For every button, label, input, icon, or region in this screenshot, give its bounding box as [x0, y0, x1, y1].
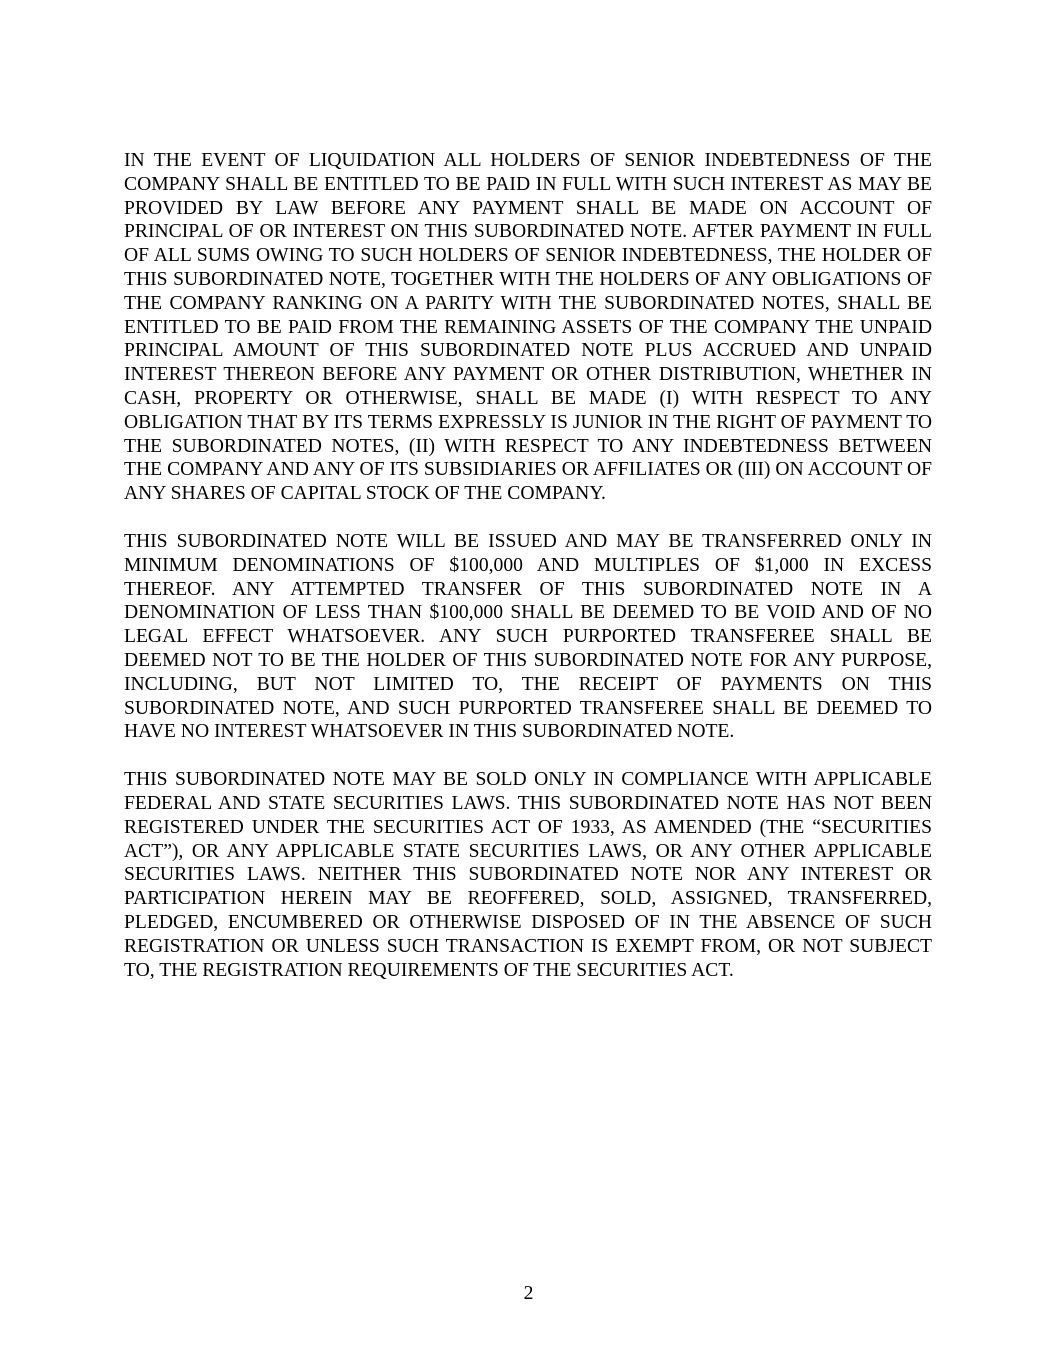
- paragraph-transfer-denominations: THIS SUBORDINATED NOTE WILL BE ISSUED AND MAY BE TRANSFERRED ONLY IN MINIMUM DENOMINATIONS OF $100,000 AND MULTIPLES OF $1,000 IN EXCESS THEREOF. ANY ATTEMPTED TRANSFER OF THIS SUBORDINATED NOTE IN A DENOMINATION OF LESS THAN $100,000 SHALL BE DEEMED TO BE VOID AND OF NO LEGAL EFFECT WHATSOEVER. ANY SUCH PURPORTED TRANSFEREE SHALL BE DEEMED NOT TO BE THE HOLDER OF THIS SUBORDINATED NOTE FOR ANY PURPOSE, INCLUDING, BUT NOT LIMITED TO, THE RECEIPT OF PAYMENTS ON THIS SUBORDINATED NOTE, AND SUCH PURPORTED TRANSFEREE SHALL BE DEEMED TO HAVE NO INTEREST WHATSOEVER IN THIS SUBORDINATED NOTE.: [124, 530, 932, 743]
- page-number: 2: [523, 1283, 534, 1304]
- paragraph-securities-law-restrictions: THIS SUBORDINATED NOTE MAY BE SOLD ONLY IN COMPLIANCE WITH APPLICABLE FEDERAL AND STATE SECURITIES LAWS. THIS SUBORDINATED NOTE HAS NOT BEEN REGISTERED UNDER THE SECURITIES ACT OF 1933, AS AMENDED (THE “SECURITIES ACT”), OR ANY APPLICABLE STATE SECURITIES LAWS, OR ANY OTHER APPLICABLE SECURITIES LAWS. NEITHER THIS SUBORDINATED NOTE NOR ANY INTEREST OR PARTICIPATION HEREIN MAY BE REOFFERED, SOLD, ASSIGNED, TRANSFERRED, PLEDGED, ENCUMBERED OR OTHERWISE DISPOSED OF IN THE ABSENCE OF SUCH REGISTRATION OR UNLESS SUCH TRANSACTION IS EXEMPT FROM, OR NOT SUBJECT TO, THE REGISTRATION REQUIREMENTS OF THE SECURITIES ACT.: [124, 769, 932, 981]
- page-body: [124, 149, 932, 1006]
- paragraph-liquidation-priority: IN THE EVENT OF LIQUIDATION ALL HOLDERS OF SENIOR INDEBTEDNESS OF THE COMPANY SHALL BE ENTITLED TO BE PAID IN FULL WITH SUCH INTEREST AS MAY BE PROVIDED BY LAW BEFORE ANY PAYMENT SHALL BE MADE ON ACCOUNT OF PRINCIPAL OF OR INTEREST ON THIS SUBORDINATED NOTE. AFTER PAYMENT IN FULL OF ALL SUMS OWING TO SUCH HOLDERS OF SENIOR INDEBTEDNESS, THE HOLDER OF THIS SUBORDINATED NOTE, TOGETHER WITH THE HOLDERS OF ANY OBLIGATIONS OF THE COMPANY RANKING ON A PARITY WITH THE SUBORDINATED NOTES, SHALL BE ENTITLED TO BE PAID FROM THE REMAINING ASSETS OF THE COMPANY THE UNPAID PRINCIPAL AMOUNT OF THIS SUBORDINATED NOTE PLUS ACCRUED AND UNPAID INTEREST THEREON BEFORE ANY PAYMENT OR OTHER DISTRIBUTION, WHETHER IN CASH, PROPERTY OR OTHERWISE, SHALL BE MADE (I) WITH RESPECT TO ANY OBLIGATION THAT BY ITS TERMS EXPRESSLY IS JUNIOR IN THE RIGHT OF PAYMENT TO THE SUBORDINATED NOTES, (II) WITH RESPECT TO ANY INDEBTEDNESS BETWEEN THE COMPANY AND ANY OF ITS SUBSIDIARIES OR AFFILIATES OR (III) ON ACCOUNT OF ANY SHARES OF CAPITAL STOCK OF THE COMPANY.: [124, 150, 932, 505]
